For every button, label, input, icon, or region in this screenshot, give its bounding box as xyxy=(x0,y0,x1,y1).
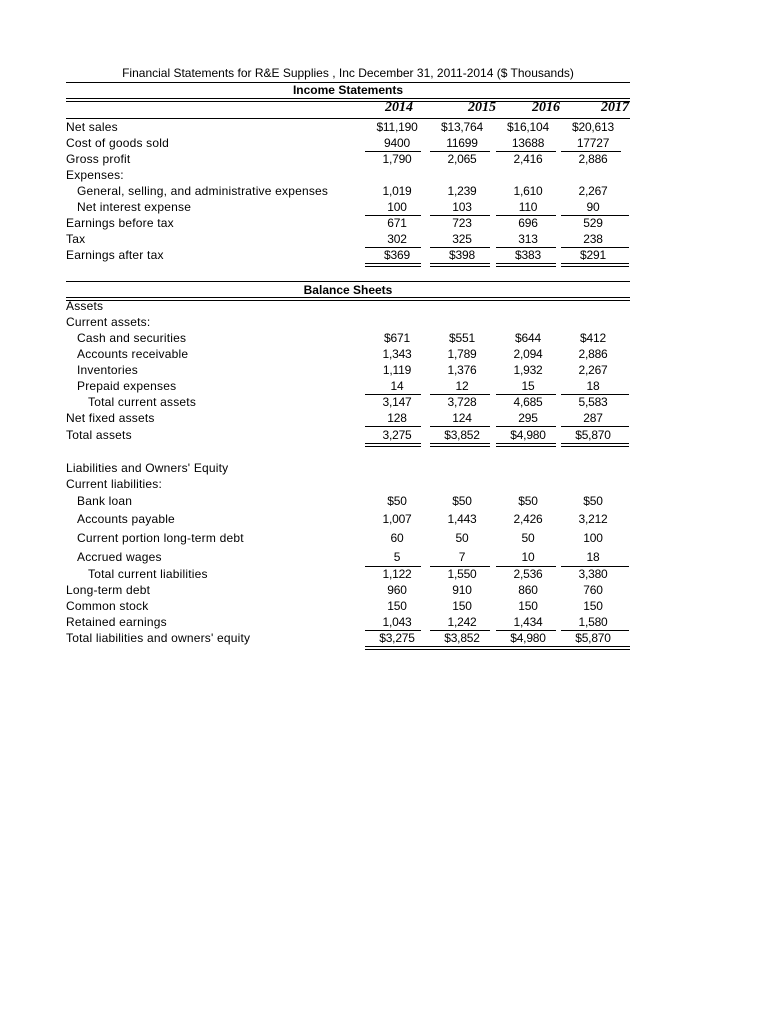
value-2014: 128 xyxy=(387,411,407,425)
value-2016: 15 xyxy=(521,379,535,393)
value-2016: $383 xyxy=(515,248,541,262)
balance-sheet-heading: Balance Sheets xyxy=(303,283,393,297)
row-label: Current portion long-term debt xyxy=(77,531,244,545)
value-2014: 1,119 xyxy=(382,363,412,377)
value-2014: 1,007 xyxy=(382,512,412,526)
value-2015: 1,376 xyxy=(447,363,477,377)
year-2014-header: 2014 xyxy=(385,100,413,115)
total-double-rule xyxy=(365,263,421,267)
balance-row xyxy=(66,599,630,615)
balance-row xyxy=(66,494,630,510)
value-2016: $50 xyxy=(518,494,538,508)
value-2015: 50 xyxy=(455,531,469,545)
value-2015: 1,789 xyxy=(447,347,477,361)
value-2016: 13688 xyxy=(511,136,545,150)
balance-row xyxy=(66,379,630,395)
value-2016: 4,685 xyxy=(513,395,543,409)
value-2014: 1,019 xyxy=(382,184,412,198)
row-label: Retained earnings xyxy=(66,615,167,629)
value-2015: 325 xyxy=(452,232,472,246)
income-row xyxy=(66,232,630,248)
row-label: Total assets xyxy=(66,428,132,442)
value-2015: $13,764 xyxy=(441,120,483,134)
value-2014: 671 xyxy=(387,216,407,230)
value-2016: $16,104 xyxy=(507,120,549,134)
value-2017: 5,583 xyxy=(578,395,608,409)
value-2017: $412 xyxy=(580,331,606,345)
balance-row xyxy=(66,477,630,493)
income-row xyxy=(66,200,630,216)
total-double-rule xyxy=(365,646,431,650)
value-2017: 18 xyxy=(586,550,600,564)
row-label: Total current liabilities xyxy=(88,567,208,581)
value-2014: 150 xyxy=(387,599,407,613)
balance-top-rule xyxy=(66,281,630,282)
value-2017: $291 xyxy=(580,248,606,262)
balance-row xyxy=(66,411,630,427)
value-2014: 3,147 xyxy=(382,395,412,409)
value-2014: 3,275 xyxy=(382,428,412,442)
value-2015: 910 xyxy=(452,583,472,597)
value-2016: 110 xyxy=(518,200,538,214)
row-label: Accounts receivable xyxy=(77,347,189,361)
value-2015: 7 xyxy=(458,550,466,564)
row-label: Common stock xyxy=(66,599,149,613)
income-row xyxy=(66,168,630,184)
value-2016: $4,980 xyxy=(510,631,546,645)
income-row xyxy=(66,216,630,232)
value-2016: 2,094 xyxy=(513,347,543,361)
value-2014: 100 xyxy=(387,200,407,214)
value-2017: $5,870 xyxy=(575,428,611,442)
value-2017: 3,380 xyxy=(578,567,608,581)
row-label: Total liabilities and owners' equity xyxy=(66,631,251,645)
balance-row xyxy=(66,583,630,599)
value-2017: $20,613 xyxy=(572,120,614,134)
income-row xyxy=(66,136,630,152)
value-2015: 1,550 xyxy=(447,567,477,581)
income-row xyxy=(66,152,630,168)
value-2017: 760 xyxy=(583,583,603,597)
value-2017: 90 xyxy=(586,200,600,214)
value-2016: 2,426 xyxy=(513,512,543,526)
value-2015: 1,242 xyxy=(447,615,477,629)
value-2015: $551 xyxy=(449,331,475,345)
value-2015: 12 xyxy=(455,379,469,393)
row-label: Inventories xyxy=(77,363,138,377)
value-2014: 1,790 xyxy=(382,152,412,166)
value-2016: 150 xyxy=(518,599,538,613)
row-label: Long-term debt xyxy=(66,583,151,597)
year-2016-header: 2016 xyxy=(532,100,560,115)
total-double-rule xyxy=(561,646,630,650)
balance-row xyxy=(66,347,630,363)
row-label: Earnings after tax xyxy=(66,248,164,262)
balance-row xyxy=(66,631,630,647)
row-label: Tax xyxy=(66,232,86,246)
value-2017: 1,580 xyxy=(578,615,608,629)
value-2016: 10 xyxy=(521,550,535,564)
row-label: Cost of goods sold xyxy=(66,136,169,150)
row-label: Cash and securities xyxy=(77,331,187,345)
row-label: Bank loan xyxy=(77,494,133,508)
value-2016: 295 xyxy=(518,411,538,425)
value-2016: $4,980 xyxy=(510,428,546,442)
document-title: Financial Statements for R&E Supplies , Inc December 31, 2011-2014 ($ Thousands) xyxy=(122,66,574,80)
value-2016: 1,932 xyxy=(513,363,543,377)
value-2014: $369 xyxy=(384,248,410,262)
value-2015: 2,065 xyxy=(447,152,477,166)
total-double-rule xyxy=(561,443,629,447)
row-label: Current assets: xyxy=(66,315,151,329)
balance-row xyxy=(66,299,630,315)
balance-row xyxy=(66,395,630,411)
total-double-rule xyxy=(496,646,561,650)
value-2015: $398 xyxy=(449,248,475,262)
balance-row xyxy=(66,331,630,347)
value-2016: 696 xyxy=(518,216,538,230)
value-2017: 2,267 xyxy=(578,363,608,377)
value-2016: 860 xyxy=(518,583,538,597)
row-label: Earnings before tax xyxy=(66,216,174,230)
value-2015: 150 xyxy=(452,599,472,613)
value-2016: 313 xyxy=(518,232,538,246)
value-2014: 60 xyxy=(390,531,404,545)
balance-row xyxy=(66,315,630,331)
value-2015: 3,728 xyxy=(447,395,477,409)
balance-row xyxy=(66,567,630,583)
value-2014: 1,343 xyxy=(382,347,412,361)
value-2017: 100 xyxy=(583,531,603,545)
value-2015: 723 xyxy=(452,216,472,230)
value-2016: 2,416 xyxy=(513,152,543,166)
value-2017: 287 xyxy=(583,411,603,425)
value-2017: $5,870 xyxy=(575,631,611,645)
value-2014: 5 xyxy=(393,550,401,564)
balance-row xyxy=(66,363,630,379)
row-label: Liabilities and Owners' Equity xyxy=(66,461,229,475)
value-2015: 103 xyxy=(452,200,472,214)
value-2016: 2,536 xyxy=(513,567,543,581)
row-label: General, selling, and administrative expenses xyxy=(77,184,329,198)
value-2014: 1,122 xyxy=(382,567,412,581)
value-2014: $671 xyxy=(384,331,410,345)
row-label: Expenses: xyxy=(66,168,124,182)
year-2017-header: 2017 xyxy=(601,100,629,115)
row-label: Net interest expense xyxy=(77,200,192,214)
balance-row xyxy=(66,531,630,547)
subtotal-rule xyxy=(561,426,629,427)
value-2015: $3,852 xyxy=(444,631,480,645)
value-2017: 2,886 xyxy=(578,152,608,166)
row-label: Current liabilities: xyxy=(66,477,163,491)
value-2014: $3,275 xyxy=(379,631,415,645)
value-2015: 11699 xyxy=(446,136,478,150)
row-label: Gross profit xyxy=(66,152,131,166)
row-label: Net sales xyxy=(66,120,118,134)
row-label: Assets xyxy=(66,299,104,313)
value-2016: $644 xyxy=(515,331,541,345)
total-double-rule xyxy=(496,263,556,267)
value-2014: $11,190 xyxy=(376,120,418,134)
row-label: Accounts payable xyxy=(77,512,175,526)
row-label: Accrued wages xyxy=(77,550,162,564)
balance-row xyxy=(66,428,630,444)
income-row xyxy=(66,184,630,200)
value-2017: 3,212 xyxy=(578,512,608,526)
balance-row xyxy=(66,461,630,477)
value-2015: 1,239 xyxy=(447,184,477,198)
value-2016: 1,434 xyxy=(513,615,543,629)
value-2014: 1,043 xyxy=(382,615,412,629)
value-2015: $3,852 xyxy=(444,428,480,442)
value-2014: 960 xyxy=(387,583,407,597)
subtotal-rule xyxy=(365,426,421,427)
value-2017: 2,886 xyxy=(578,347,608,361)
value-2017: 150 xyxy=(583,599,603,613)
value-2017: 529 xyxy=(583,216,603,230)
total-double-rule xyxy=(561,263,629,267)
row-label: Total current assets xyxy=(88,395,197,409)
years-rule xyxy=(66,118,630,119)
value-2017: 18 xyxy=(586,379,600,393)
total-double-rule xyxy=(430,263,490,267)
value-2014: 302 xyxy=(387,232,407,246)
income-statement-heading: Income Statements xyxy=(292,83,404,97)
income-row xyxy=(66,248,630,264)
total-double-rule xyxy=(496,443,556,447)
total-double-rule xyxy=(430,646,496,650)
value-2017: 17727 xyxy=(576,136,610,150)
total-double-rule xyxy=(365,443,421,447)
value-2015: $50 xyxy=(452,494,472,508)
year-2015-header: 2015 xyxy=(468,100,496,115)
subtotal-rule xyxy=(430,426,490,427)
total-double-rule xyxy=(430,443,490,447)
value-2016: 1,610 xyxy=(513,184,543,198)
value-2016: 50 xyxy=(521,531,535,545)
value-2014: $50 xyxy=(387,494,407,508)
value-2014: 9400 xyxy=(384,136,410,150)
value-2017: 238 xyxy=(583,232,603,246)
subtotal-rule xyxy=(496,426,556,427)
value-2017: $50 xyxy=(583,494,603,508)
balance-row xyxy=(66,512,630,528)
value-2015: 124 xyxy=(452,411,472,425)
balance-row xyxy=(66,615,630,631)
row-label: Prepaid expenses xyxy=(77,379,177,393)
income-row xyxy=(66,120,630,136)
value-2014: 14 xyxy=(390,379,404,393)
balance-row xyxy=(66,550,630,566)
value-2015: 1,443 xyxy=(447,512,477,526)
row-label: Net fixed assets xyxy=(66,411,155,425)
value-2017: 2,267 xyxy=(578,184,608,198)
